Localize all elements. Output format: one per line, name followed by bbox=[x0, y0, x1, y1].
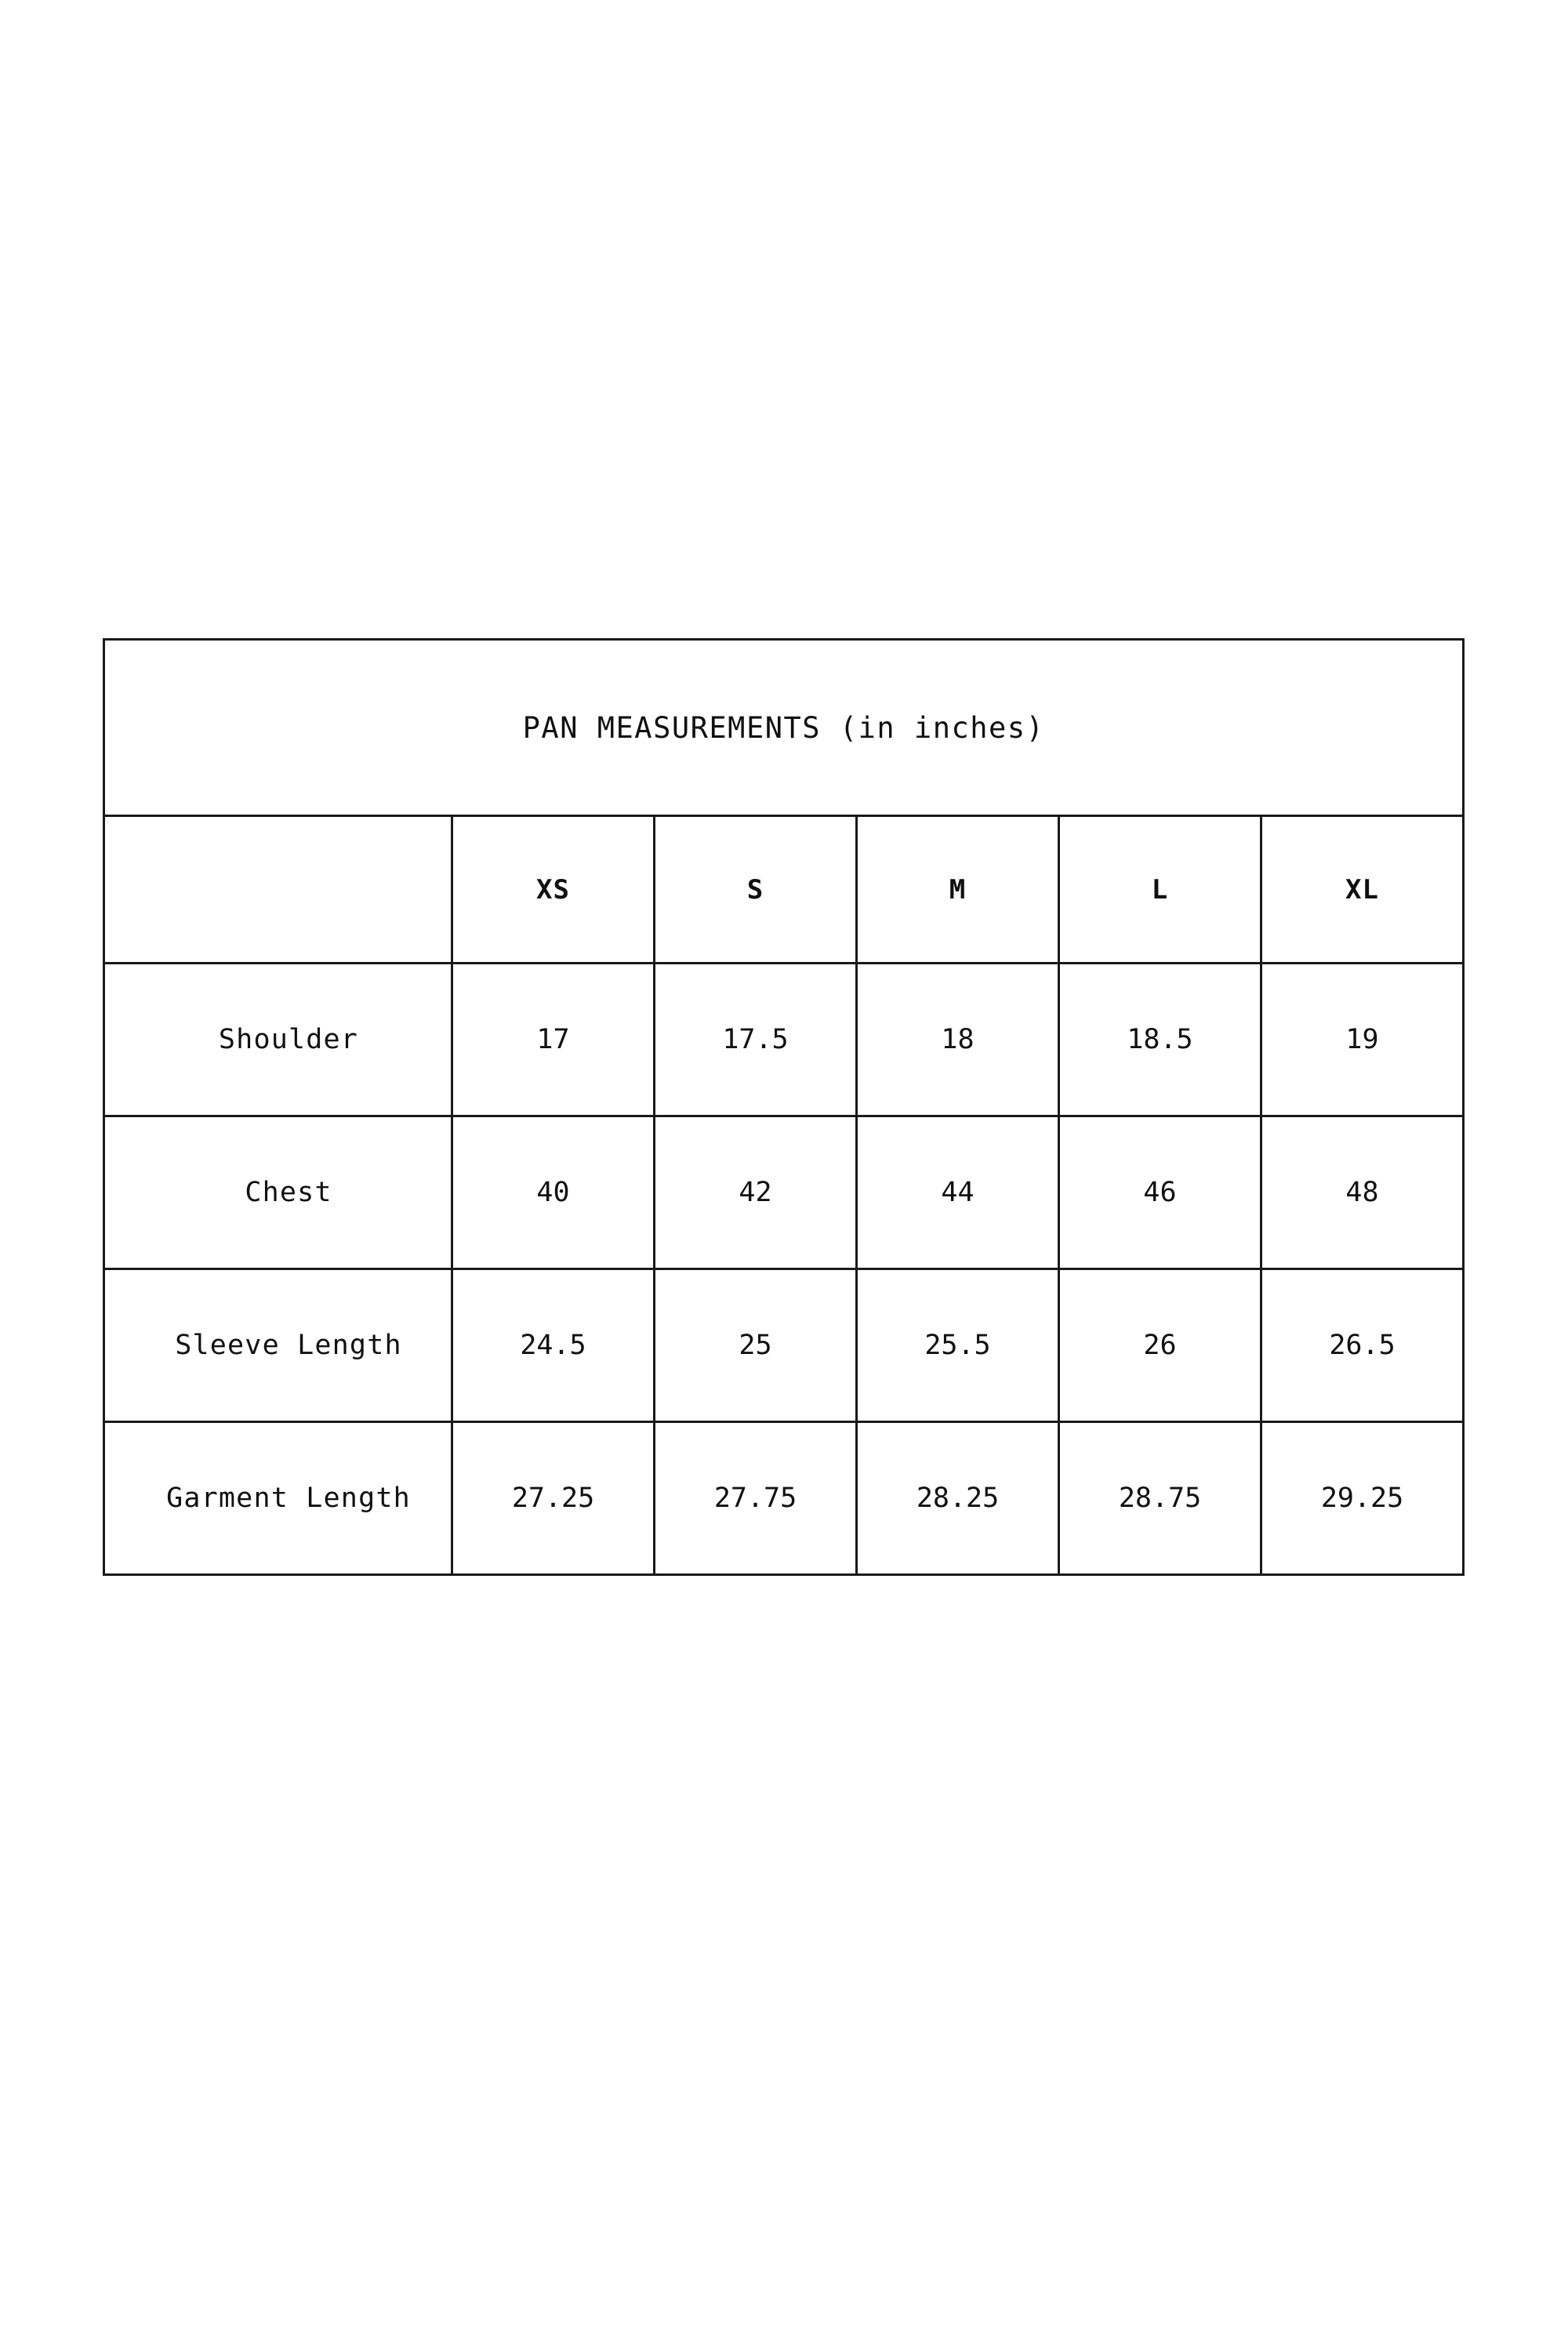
table-row-shoulder bbox=[104, 964, 1464, 1116]
table-row-sleeve-length bbox=[104, 1269, 1464, 1422]
cell-shoulder-xl: 19 bbox=[1261, 964, 1464, 1116]
column-header-l: L bbox=[1059, 816, 1261, 964]
cell-chest-l: 46 bbox=[1059, 1116, 1261, 1269]
row-label-garment-length: Garment Length bbox=[104, 1422, 452, 1575]
cell-shoulder-m: 18 bbox=[857, 964, 1059, 1116]
cell-sleeve-length-xl: 26.5 bbox=[1261, 1269, 1464, 1422]
cell-shoulder-s: 17.5 bbox=[655, 964, 857, 1116]
column-header-m: M bbox=[857, 816, 1059, 964]
table-title-row bbox=[104, 640, 1464, 816]
cell-garment-length-m: 28.25 bbox=[857, 1422, 1059, 1575]
table-row-chest bbox=[104, 1116, 1464, 1269]
cell-shoulder-l: 18.5 bbox=[1059, 964, 1261, 1116]
cell-shoulder-xs: 17 bbox=[452, 964, 655, 1116]
table-header-row bbox=[104, 816, 1464, 964]
row-label-chest: Chest bbox=[104, 1116, 452, 1269]
size-chart-table bbox=[103, 638, 1465, 1576]
table-title: PAN MEASUREMENTS (in inches) bbox=[104, 640, 1464, 816]
cell-garment-length-xl: 29.25 bbox=[1261, 1422, 1464, 1575]
cell-chest-m: 44 bbox=[857, 1116, 1059, 1269]
row-label-sleeve-length: Sleeve Length bbox=[104, 1269, 452, 1422]
column-header-s: S bbox=[655, 816, 857, 964]
cell-chest-xs: 40 bbox=[452, 1116, 655, 1269]
column-header-xl: XL bbox=[1261, 816, 1464, 964]
cell-sleeve-length-s: 25 bbox=[655, 1269, 857, 1422]
cell-garment-length-xs: 27.25 bbox=[452, 1422, 655, 1575]
table-row-garment-length bbox=[104, 1422, 1464, 1575]
cell-garment-length-l: 28.75 bbox=[1059, 1422, 1261, 1575]
header-corner-cell bbox=[104, 816, 452, 964]
column-header-xs: XS bbox=[452, 816, 655, 964]
cell-garment-length-s: 27.75 bbox=[655, 1422, 857, 1575]
cell-sleeve-length-l: 26 bbox=[1059, 1269, 1261, 1422]
cell-sleeve-length-m: 25.5 bbox=[857, 1269, 1059, 1422]
cell-chest-s: 42 bbox=[655, 1116, 857, 1269]
cell-sleeve-length-xs: 24.5 bbox=[452, 1269, 655, 1422]
cell-chest-xl: 48 bbox=[1261, 1116, 1464, 1269]
row-label-shoulder: Shoulder bbox=[104, 964, 452, 1116]
